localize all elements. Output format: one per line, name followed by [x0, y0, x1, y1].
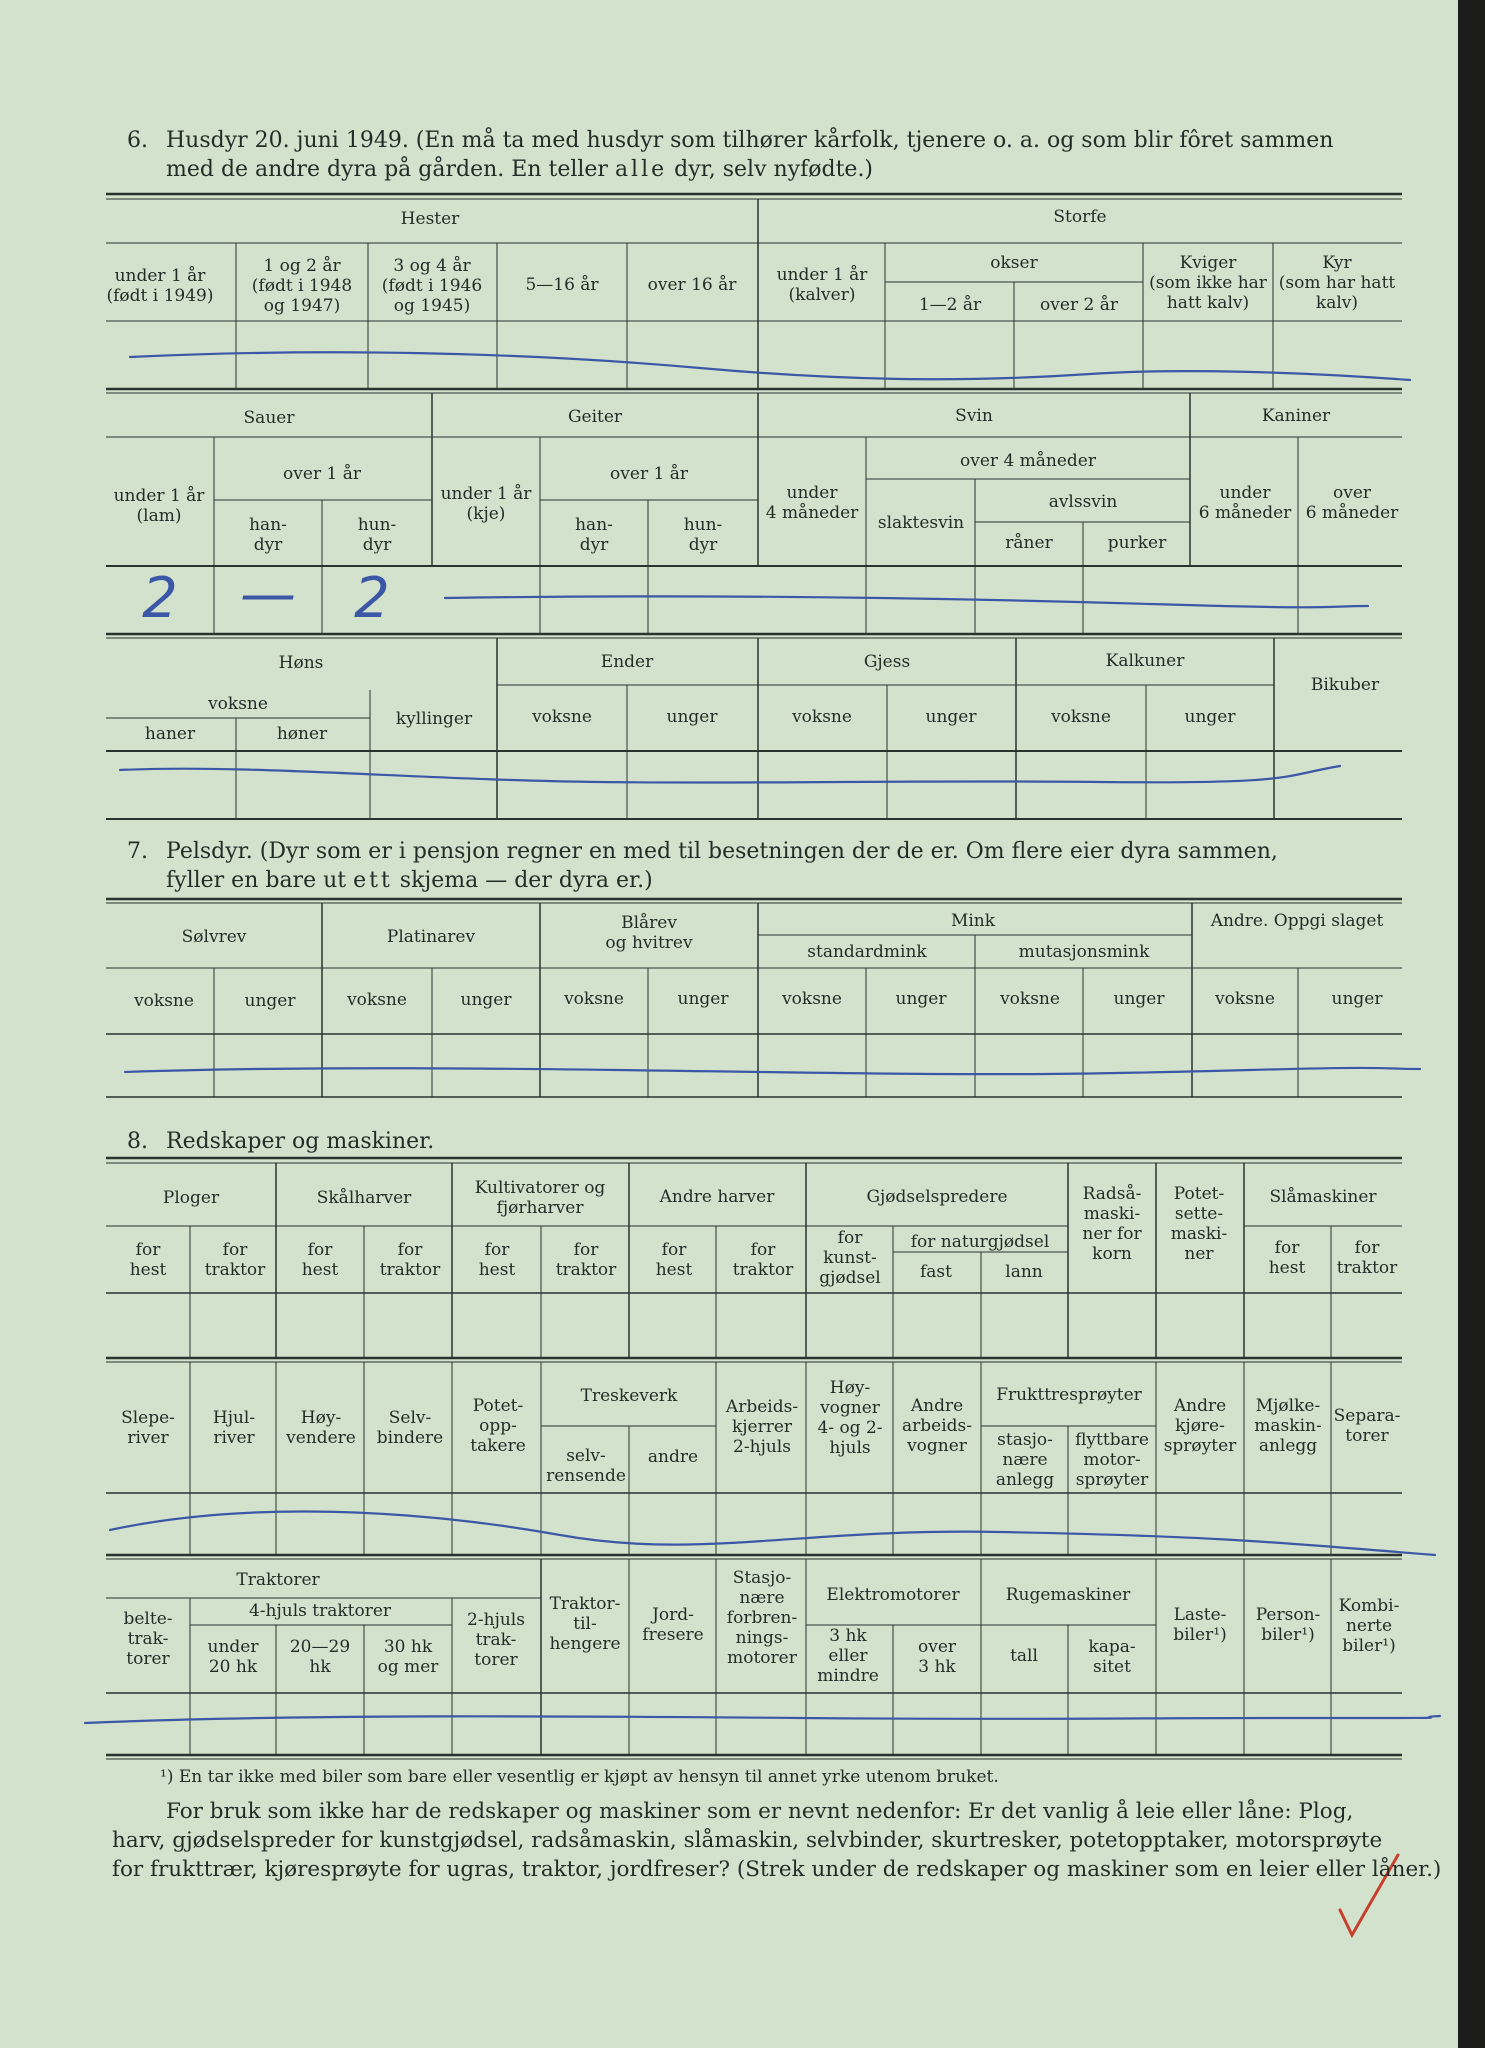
- hester-col-over16: over 16 år: [647, 275, 737, 295]
- mutasjonsmink-voksne: voksne: [1000, 989, 1060, 1009]
- blarev-header: Blårev og hvitrev: [605, 913, 693, 953]
- section-6-number: 6.: [127, 128, 148, 153]
- frukt-stasjonaere: stasjo- nære anlegg: [995, 1430, 1055, 1490]
- mink-header: Mink: [950, 911, 996, 931]
- hons-kyllinger: kyllinger: [395, 709, 473, 729]
- gjess-voksne: voksne: [792, 707, 852, 727]
- svin-raner: råner: [1005, 533, 1053, 553]
- jordfresere-header: Jord- fresere: [642, 1605, 704, 1645]
- andre-unger: unger: [1331, 989, 1383, 1009]
- hjulriver-header: Hjul- river: [212, 1408, 256, 1448]
- handwritten-sauer-hundyr: 2: [354, 566, 390, 631]
- rugemaskiner-tall: tall: [1010, 1646, 1038, 1666]
- section-7-number: 7.: [127, 839, 148, 864]
- geiter-kje: under 1 år (kje): [440, 484, 532, 524]
- gjodsel-for-kunstgjodsel: for kunst- gjødsel: [819, 1228, 881, 1288]
- kjoresproyter-header: Andre kjøre- sprøyter: [1163, 1396, 1237, 1456]
- kultivatorer-for-hest: for hest: [478, 1240, 516, 1280]
- solvrev-unger: unger: [244, 991, 296, 1011]
- geiter-hundyr: hun- dyr: [683, 515, 723, 555]
- storfe-col-kalver: under 1 år (kalver): [776, 265, 868, 305]
- selvbindere-header: Selv- bindere: [376, 1408, 444, 1448]
- mink-standard: standardmink: [807, 942, 927, 962]
- mjolkemaskinanlegg-header: Mjølke- maskin- anlegg: [1254, 1396, 1322, 1456]
- radsamaskiner-header: Radså- maski- ner for korn: [1082, 1184, 1142, 1264]
- sauer-header: Sauer: [243, 408, 295, 428]
- kaniner-header: Kaniner: [1261, 406, 1331, 426]
- ploger-for-hest: for hest: [129, 1240, 167, 1280]
- blarev-unger: unger: [677, 989, 729, 1009]
- beltetraktorer-header: belte- trak- torer: [123, 1609, 173, 1669]
- solvrev-header: Sølvrev: [181, 927, 247, 947]
- storfe-okser-over2: over 2 år: [1040, 295, 1118, 315]
- gjodsel-lann: lann: [1005, 1262, 1043, 1282]
- stasjonaere-motorer-header: Stasjo- nære forbren- nings- motorer: [726, 1568, 798, 1668]
- gjess-header: Gjess: [863, 652, 911, 672]
- svin-header: Svin: [955, 406, 993, 426]
- ender-unger: unger: [666, 707, 718, 727]
- closing-line3: for frukttrær, kjøresprøyte for ugras, traktor, jordfreser? (Strek under de redskaper og maskiner som en leier eller låner.): [112, 1857, 1442, 1882]
- blarev-voksne: voksne: [564, 989, 624, 1009]
- rugemaskiner-kapasitet: kapa- sitet: [1088, 1637, 1136, 1677]
- mutasjonsmink-unger: unger: [1113, 989, 1165, 1009]
- hester-header: Hester: [400, 209, 460, 229]
- storfe-kviger: Kviger (som ikke har hatt kalv): [1149, 253, 1267, 313]
- storfe-header: Storfe: [1053, 207, 1107, 227]
- elektro-over3hk: over 3 hk: [917, 1637, 957, 1677]
- andre-pelsdyr-header: Andre. Oppgi slaget: [1210, 911, 1384, 931]
- firehjuls-traktorer-header: 4-hjuls traktorer: [248, 1601, 392, 1621]
- treskeverk-header: Treskeverk: [580, 1386, 678, 1406]
- svin-slaktesvin: slaktesvin: [877, 513, 965, 533]
- andreharver-for-traktor: for traktor: [732, 1240, 794, 1280]
- gjodsel-for-naturgjodsel: for naturgjødsel: [910, 1232, 1050, 1252]
- potetsettemaskiner-header: Potet- sette- maski- ner: [1170, 1184, 1228, 1264]
- treskeverk-andre: andre: [647, 1447, 699, 1467]
- closing-line2: harv, gjødselspreder for kunstgjødsel, radsåmaskin, slåmaskin, selvbinder, skurtresker, potetopptaker, motorsprøyte: [112, 1828, 1383, 1853]
- platinarev-unger: unger: [460, 990, 512, 1010]
- andreharver-header: Andre harver: [659, 1187, 775, 1207]
- closing-line1: For bruk som ikke har de redskaper og maskiner som er nevnt nedenfor: Er det vanlig å leie eller låne: Plog,: [166, 1799, 1354, 1824]
- hons-voksne: voksne: [208, 694, 268, 714]
- personbiler-header: Person- biler¹): [1255, 1605, 1321, 1645]
- sauer-hundyr: hun- dyr: [357, 515, 397, 555]
- traktor-30hk: 30 hk og mer: [377, 1637, 439, 1677]
- sauer-handyr: han- dyr: [249, 515, 287, 555]
- sleperiver-header: Slepe- river: [121, 1408, 175, 1448]
- svin-purker: purker: [1107, 533, 1167, 553]
- gjodsel-fast: fast: [920, 1262, 952, 1282]
- section-7-line2: fyller en bare ut ett skjema — der dyra er.): [166, 868, 653, 893]
- kultivatorer-for-traktor: for traktor: [555, 1240, 617, 1280]
- section-6-line2: med de andre dyra på gården. En teller alle dyr, selv nyfødte.): [166, 157, 874, 182]
- handwritten-sauer-lam: 2: [142, 566, 178, 631]
- arbeidskjerrer-header: Arbeids- kjerrer 2-hjuls: [725, 1397, 799, 1457]
- handwritten-sauer-handyr: —: [240, 562, 296, 627]
- hoyvogner-header: Høy- vogner 4- og 2- hjuls: [817, 1378, 883, 1458]
- platinarev-voksne: voksne: [347, 990, 407, 1010]
- handwritten-strike-lines: [85, 352, 1440, 1723]
- potetopptakere-header: Potet- opp- takere: [470, 1396, 526, 1456]
- kalkuner-header: Kalkuner: [1105, 651, 1185, 671]
- storfe-kyr: Kyr (som har hatt kalv): [1278, 253, 1396, 313]
- ploger-header: Ploger: [162, 1188, 220, 1208]
- treskeverk-selvrensende: selv- rensende: [546, 1446, 626, 1486]
- kultivatorer-header: Kultivatorer og fjørharver: [474, 1178, 606, 1218]
- gjess-unger: unger: [925, 707, 977, 727]
- slamaskiner-header: Slåmaskiner: [1269, 1187, 1377, 1207]
- andreharver-for-hest: for hest: [655, 1240, 693, 1280]
- svin-over4: over 4 måneder: [960, 451, 1096, 471]
- section-8-number: 8.: [127, 1129, 148, 1154]
- mink-mutasjon: mutasjonsmink: [1018, 942, 1150, 962]
- skalharver-for-hest: for hest: [301, 1240, 339, 1280]
- storfe-okser-1-2: 1—2 år: [918, 295, 982, 315]
- andre-voksne: voksne: [1215, 989, 1275, 1009]
- hester-col-1og2: 1 og 2 år (født i 1948 og 1947): [251, 256, 353, 316]
- platinarev-header: Platinarev: [386, 927, 476, 947]
- elektromotorer-header: Elektromotorer: [826, 1585, 960, 1605]
- geiter-over1: over 1 år: [610, 464, 688, 484]
- svin-avlssvin: avlssvin: [1048, 492, 1118, 512]
- kalkuner-voksne: voksne: [1051, 707, 1111, 727]
- hons-header: Høns: [278, 653, 324, 673]
- frukt-flyttbare: flyttbare motor- sprøyter: [1075, 1430, 1149, 1490]
- standardmink-voksne: voksne: [782, 989, 842, 1009]
- traktor-under20hk: under 20 hk: [207, 1637, 259, 1677]
- gjodselspredere-header: Gjødselspredere: [866, 1187, 1008, 1207]
- elektro-3hk: 3 hk eller mindre: [817, 1626, 879, 1686]
- traktorer-header: Traktorer: [236, 1570, 320, 1590]
- separatorer-header: Separa- torer: [1333, 1406, 1401, 1446]
- ploger-for-traktor: for traktor: [204, 1240, 266, 1280]
- kalkuner-unger: unger: [1184, 707, 1236, 727]
- hester-col-under1: under 1 år (født i 1949): [106, 266, 214, 306]
- section-7-line1: Pelsdyr. (Dyr som er i pensjon regner en med til besetningen der de er. Om flere eier dyra sammen,: [166, 839, 1278, 864]
- rugemaskiner-header: Rugemaskiner: [1005, 1585, 1131, 1605]
- lastebiler-header: Laste- biler¹): [1173, 1605, 1227, 1645]
- traktortilhengere-header: Traktor- til- hengere: [549, 1594, 621, 1654]
- geiter-handyr: han- dyr: [575, 515, 613, 555]
- traktor-20-29hk: 20—29 hk: [289, 1637, 351, 1677]
- hons-haner: haner: [144, 724, 196, 744]
- footnote: ¹) En tar ikke med biler som bare eller vesentlig er kjøpt av hensyn til annet yrke utenom bruket.: [160, 1767, 999, 1787]
- storfe-okser: okser: [990, 253, 1038, 273]
- kombinerte-biler-header: Kombi- nerte biler¹): [1338, 1596, 1400, 1656]
- sauer-over1: over 1 år: [283, 464, 361, 484]
- solvrev-voksne: voksne: [134, 991, 194, 1011]
- hoyvendere-header: Høy- vendere: [286, 1408, 356, 1448]
- hester-col-5-16: 5—16 år: [525, 275, 599, 295]
- skalharver-for-traktor: for traktor: [379, 1240, 441, 1280]
- skalharver-header: Skålharver: [316, 1188, 412, 1208]
- ender-header: Ender: [600, 652, 654, 672]
- hons-honer: høner: [276, 724, 328, 744]
- slamaskiner-for-hest: for hest: [1268, 1238, 1306, 1278]
- hester-col-3og4: 3 og 4 år (født i 1946 og 1945): [381, 256, 483, 316]
- frukttresproyter-header: Frukttresprøyter: [996, 1385, 1142, 1405]
- slamaskiner-for-traktor: for traktor: [1336, 1238, 1398, 1278]
- svin-under4: under 4 måneder: [765, 483, 859, 523]
- section-8-title: Redskaper og maskiner.: [166, 1129, 435, 1154]
- tohjuls-traktorer-header: 2-hjuls trak- torer: [467, 1610, 525, 1670]
- section-6-line1: Husdyr 20. juni 1949. (En må ta med husdyr som tilhører kårfolk, tjenere o. a. og som blir fôret sammen: [166, 128, 1334, 153]
- ender-voksne: voksne: [532, 707, 592, 727]
- kaniner-over6: over 6 måneder: [1305, 483, 1399, 523]
- kaniner-under6: under 6 måneder: [1198, 483, 1292, 523]
- sauer-lam: under 1 år (lam): [113, 486, 205, 526]
- geiter-header: Geiter: [567, 407, 623, 427]
- arbeidsvogner-header: Andre arbeids- vogner: [902, 1396, 972, 1456]
- standardmink-unger: unger: [895, 989, 947, 1009]
- bikuber-header: Bikuber: [1310, 675, 1380, 695]
